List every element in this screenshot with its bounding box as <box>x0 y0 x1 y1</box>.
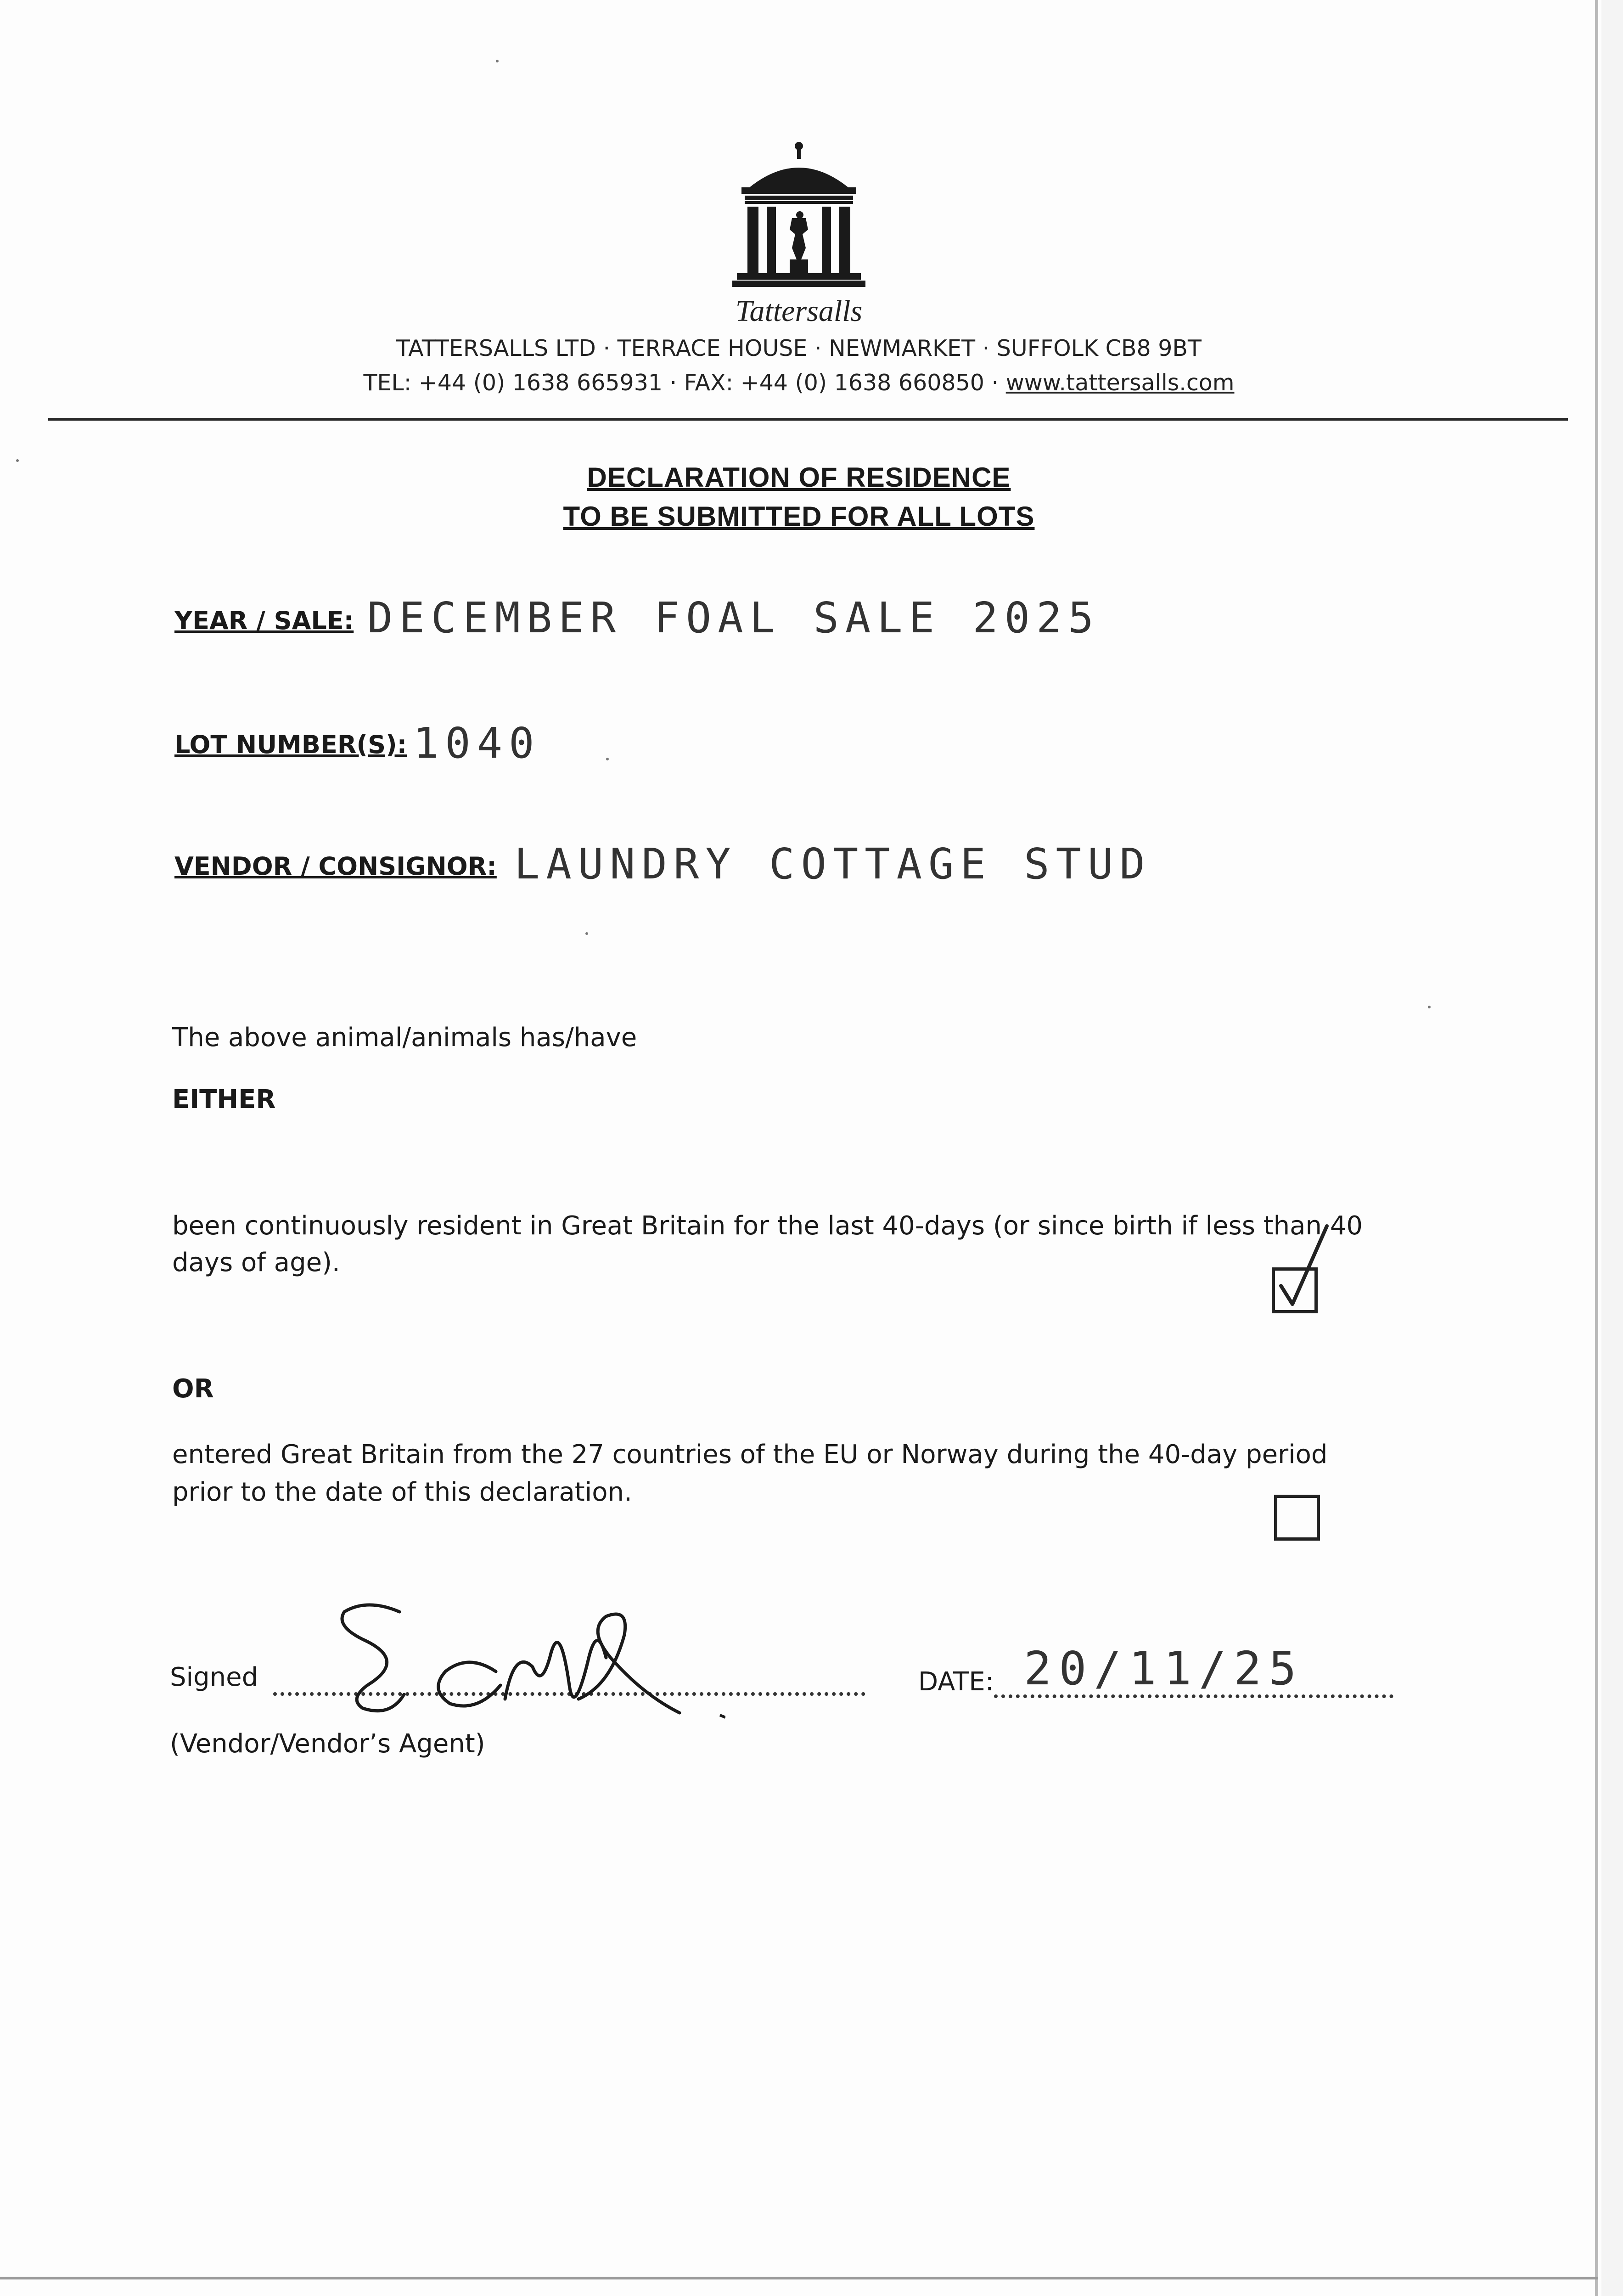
scan-speck <box>1428 1006 1431 1008</box>
or-label: OR <box>172 1374 214 1404</box>
option2-line1: entered Great Britain from the 27 countries of the EU or Norway during the 40-day period <box>172 1440 1328 1469</box>
date-value: 20/11/25 <box>1024 1642 1304 1695</box>
option2-checkbox[interactable] <box>1274 1495 1320 1541</box>
option2-line2: prior to the date of this declaration. <box>172 1477 632 1507</box>
year-sale-label: YEAR / SALE: <box>174 606 354 635</box>
tattersalls-logo-icon <box>716 138 882 289</box>
scan-bottom-line <box>0 2277 1598 2279</box>
contact-numbers: TEL: +44 (0) 1638 665931 · FAX: +44 (0) 1638 660850 · <box>363 370 1006 396</box>
company-address: TATTERSALLS LTD · TERRACE HOUSE · NEWMARKET · SUFFOLK CB8 9BT <box>396 335 1202 361</box>
scan-speck <box>496 60 499 62</box>
scan-speck <box>606 758 609 760</box>
vendor-value: LAUNDRY COTTAGE STUD <box>514 839 1151 889</box>
lot-number-value: 1040 <box>413 719 541 768</box>
brand-name: Tattersalls <box>735 294 863 328</box>
website-link[interactable]: www.tattersalls.com <box>1005 370 1235 396</box>
form-title: DECLARATION OF RESIDENCE <box>587 462 1011 493</box>
company-contact <box>0 370 1598 396</box>
vendor-label: VENDOR / CONSIGNOR: <box>174 852 497 881</box>
signed-label: Signed <box>170 1662 258 1692</box>
header-divider <box>48 418 1568 421</box>
scan-speck <box>585 932 588 935</box>
signer-role-label: (Vendor/Vendor’s Agent) <box>170 1729 485 1759</box>
checkmark-icon <box>1272 1217 1336 1318</box>
scan-margin <box>1601 0 1623 2296</box>
form-subtitle: TO BE SUBMITTED FOR ALL LOTS <box>563 501 1035 532</box>
option1-line1: been continuously resident in Great Britain for the last 40-days (or since birth if less than 40 <box>172 1211 1363 1241</box>
year-sale-value: DECEMBER FOAL SALE 2025 <box>367 593 1100 642</box>
handwritten-signature <box>331 1580 725 1727</box>
option1-line2: days of age). <box>172 1248 340 1277</box>
lot-number-label: LOT NUMBER(S): <box>174 730 407 759</box>
date-label: DATE: <box>918 1667 994 1697</box>
either-label: EITHER <box>172 1085 276 1114</box>
statement-intro: The above animal/animals has/have <box>172 1023 637 1052</box>
